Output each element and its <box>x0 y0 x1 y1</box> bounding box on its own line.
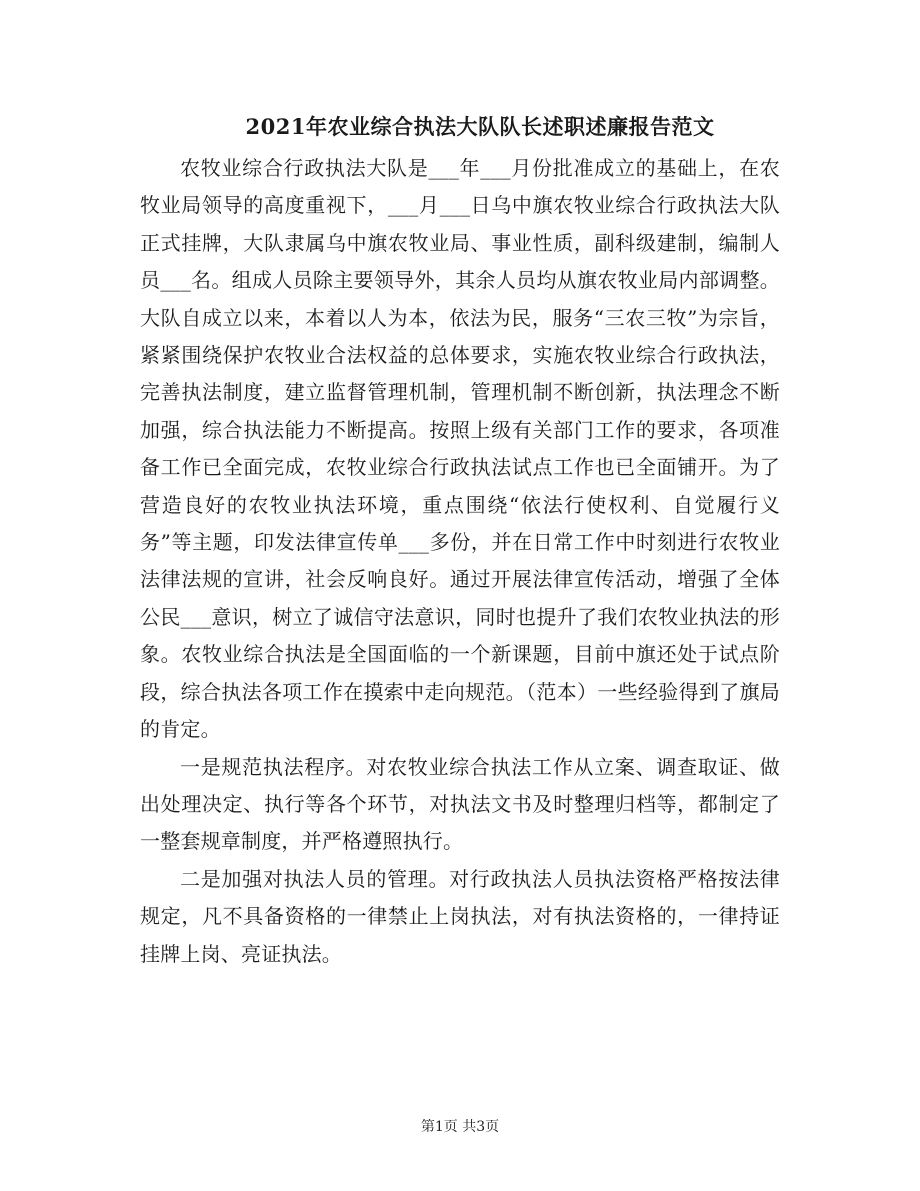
document-title: 2021年农业综合执法大队队长述职述廉报告范文 <box>245 114 715 139</box>
paragraph-point-two: 二是加强对执法人员的管理。对行政执法人员执法资格严格按法律规定，凡不具备资格的一律禁止上岗执法，对有执法资格的，一律持证挂牌上岗、亮证执法。 <box>140 866 780 966</box>
page-number-footer: 第1页 共3页 <box>420 1119 500 1135</box>
paragraph-point-one: 一是规范执法程序。对农牧业综合执法工作从立案、调查取证、做出处理决定、执行等各个环节，对执法文书及时整理归档等，都制定了一整套规章制度，并严格遵照执行。 <box>140 754 780 854</box>
document-body <box>140 150 780 973</box>
paragraph-intro: 农牧业综合行政执法大队是___年___月份批准成立的基础上，在农牧业局领导的高度重视下，___月___日乌中旗农牧业综合行政执法大队正式挂牌，大队隶属乌中旗农牧业局、事业性质，副科级建制，编制人员___名。组成人员除主要领导外，其余人员均从旗农牧业局内部调整。大队自成立以来，本着以人为本，依法为民，服务“三农三牧”为宗旨，紧紧围绕保护农牧业合法权益的总体要求，实施农牧业综合行政执法，完善执法制度，建立监督管理机制，管理机制不断创新，执法理念不断加强，综合执法能力不断提高。按照上级有关部门工作的要求，各项准备工作已全面完成，农牧业综合行政执法试点工作也已全面铺开。为了营造良好的农牧业执法环境，重点围绕“依法行使权利、自觉履行义务”等主题，印发法律宣传单___多份，并在日常工作中时刻进行农牧业法律法规的宣讲，社会反响良好。通过开展法律宣传活动，增强了全体公民___意识，树立了诚信守法意识，同时也提升了我们农牧业执法的形象。农牧业综合执法是全国面临的一个新课题，目前中旗还处于试点阶段，综合执法各项工作在摸索中走向规范。（范本）一些经验得到了旗局的肯定。 <box>140 156 780 742</box>
